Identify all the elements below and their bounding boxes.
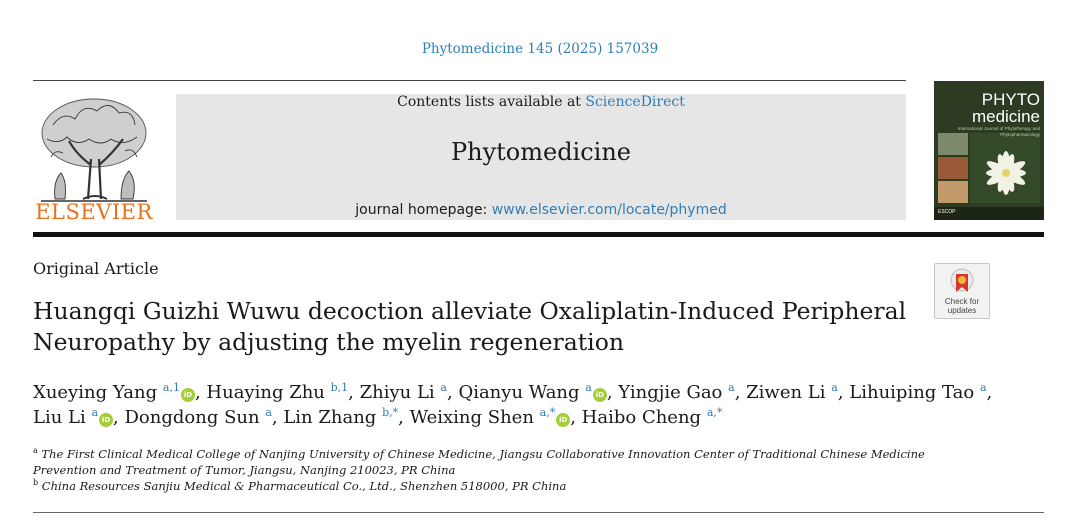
header-thick-divider — [33, 232, 1044, 237]
contents-availability-line — [176, 94, 906, 110]
author-affiliation-marker[interactable]: a — [728, 381, 735, 394]
orcid-icon[interactable]: iD — [181, 388, 195, 402]
author-entry — [360, 382, 447, 403]
author-name[interactable]: Huaying Zhu — [206, 382, 325, 403]
cover-title — [934, 91, 1040, 125]
author-entry — [618, 382, 734, 403]
affiliation-marker: b — [33, 478, 39, 488]
author-affiliation-marker[interactable]: b,1 — [330, 381, 349, 394]
homepage-prefix: journal homepage: — [355, 202, 492, 218]
author-name[interactable]: Lin Zhang — [283, 407, 377, 428]
cover-subtitle: International Journal of Phytotherapy and Phytopharmacology — [957, 126, 1040, 137]
check-label-line2: updates — [947, 306, 977, 315]
author-affiliation-marker[interactable]: a,* — [706, 406, 723, 419]
journal-citation[interactable]: Phytomedicine 145 (2025) 157039 — [421, 41, 659, 57]
elsevier-wordmark: ELSEVIER — [35, 200, 153, 224]
author-entry — [849, 382, 986, 403]
author-entry — [410, 407, 571, 428]
author-entry — [582, 407, 723, 428]
author-name[interactable]: Dongdong Sun — [124, 407, 260, 428]
cover-title-line1: PHYTO — [981, 90, 1040, 109]
author-affiliation-marker[interactable]: a — [585, 381, 592, 394]
sciencedirect-link[interactable]: ScienceDirect — [585, 94, 685, 110]
check-for-updates-button[interactable] — [934, 263, 990, 319]
author-name[interactable]: Zhiyu Li — [359, 382, 435, 403]
author-affiliation-marker[interactable]: b,* — [382, 406, 399, 419]
author-affiliation-marker[interactable]: a — [91, 406, 99, 419]
author-name[interactable]: Ziwen Li — [746, 382, 826, 403]
author-name[interactable]: Lihuiping Tao — [849, 382, 975, 403]
crossmark-icon — [950, 268, 974, 296]
check-label-line1: Check for — [944, 297, 980, 306]
author-affiliation-marker[interactable]: a — [831, 381, 838, 394]
affiliation-item — [33, 478, 933, 494]
cover-title-line2: medicine — [971, 107, 1040, 126]
author-entry — [283, 407, 398, 428]
author-affiliation-marker[interactable]: a,1 — [162, 381, 180, 394]
top-divider — [33, 80, 906, 81]
journal-banner — [176, 94, 906, 220]
contents-prefix: Contents lists available at — [397, 94, 586, 110]
author-name[interactable]: Qianyu Wang — [458, 382, 580, 403]
journal-name: Phytomedicine — [450, 138, 632, 166]
author-name[interactable]: Haibo Cheng — [581, 407, 702, 428]
article-type: Original Article — [33, 259, 159, 278]
orcid-icon[interactable]: iD — [593, 388, 607, 402]
orcid-icon[interactable]: iD — [99, 413, 113, 427]
author-entry — [33, 407, 113, 428]
affiliation-text: The First Clinical Medical College of Nanjing University of Chinese Medicine, Jiangsu Collaborative Innovation Center of Traditional Chinese Medicine Prevention and Treatment of Tumor, Jiangsu, Nanjing 210023, PR China — [33, 447, 925, 477]
author-entry — [458, 382, 606, 403]
journal-homepage-line — [176, 202, 906, 218]
bottom-divider — [33, 512, 1044, 513]
author-name[interactable]: Yingjie Gao — [618, 382, 723, 403]
author-entry — [746, 382, 838, 403]
affiliation-item — [33, 446, 933, 478]
affiliation-marker: a — [33, 446, 38, 456]
author-affiliation-marker[interactable]: a,* — [539, 406, 556, 419]
journal-homepage-link[interactable]: www.elsevier.com/locate/phymed — [491, 202, 727, 218]
author-list: Xueying Yang $^{a,1}$iD , Huaying Zhu $^{b,1}$, Zhiyu Li $^a$, Qianyu Wang $^a$iD , Yingjie Gao $^a$, Ziwen Li $^a$, Lihuiping Tao $^a$, Liu Li $^a$iD , Dongdong Sun $^a$, Lin Zhang $^{b,*}$, Weixing Shen $^{a,*}$iD , Haibo Cheng $^{a,*}$ — [33, 381, 993, 428]
author-affiliation-marker[interactable]: a — [440, 381, 447, 394]
orcid-icon[interactable]: iD — [556, 413, 570, 427]
journal-cover-image[interactable] — [934, 81, 1044, 220]
author-affiliation-marker[interactable]: a — [979, 381, 987, 394]
affiliation-text: China Resources Sanjiu Medical & Pharmaceutical Co., Ltd., Shenzhen 518000, PR China — [38, 479, 567, 493]
author-entry — [124, 407, 271, 428]
article-title: Huangqi Guizhi Wuwu decoction alleviate Oxaliplatin-Induced Peripheral Neuropathy by adjusting the myelin regeneration — [33, 297, 907, 356]
cover-footer: ESCOP — [938, 209, 956, 215]
author-name[interactable]: Weixing Shen — [409, 407, 534, 428]
affiliations-list — [33, 446, 933, 494]
check-for-updates-label — [935, 297, 989, 315]
author-entry — [206, 382, 348, 403]
author-name[interactable]: Liu Li — [33, 407, 86, 428]
author-affiliation-marker[interactable]: a — [265, 406, 272, 419]
author-entry — [33, 382, 195, 403]
author-name[interactable]: Xueying Yang — [33, 382, 158, 403]
